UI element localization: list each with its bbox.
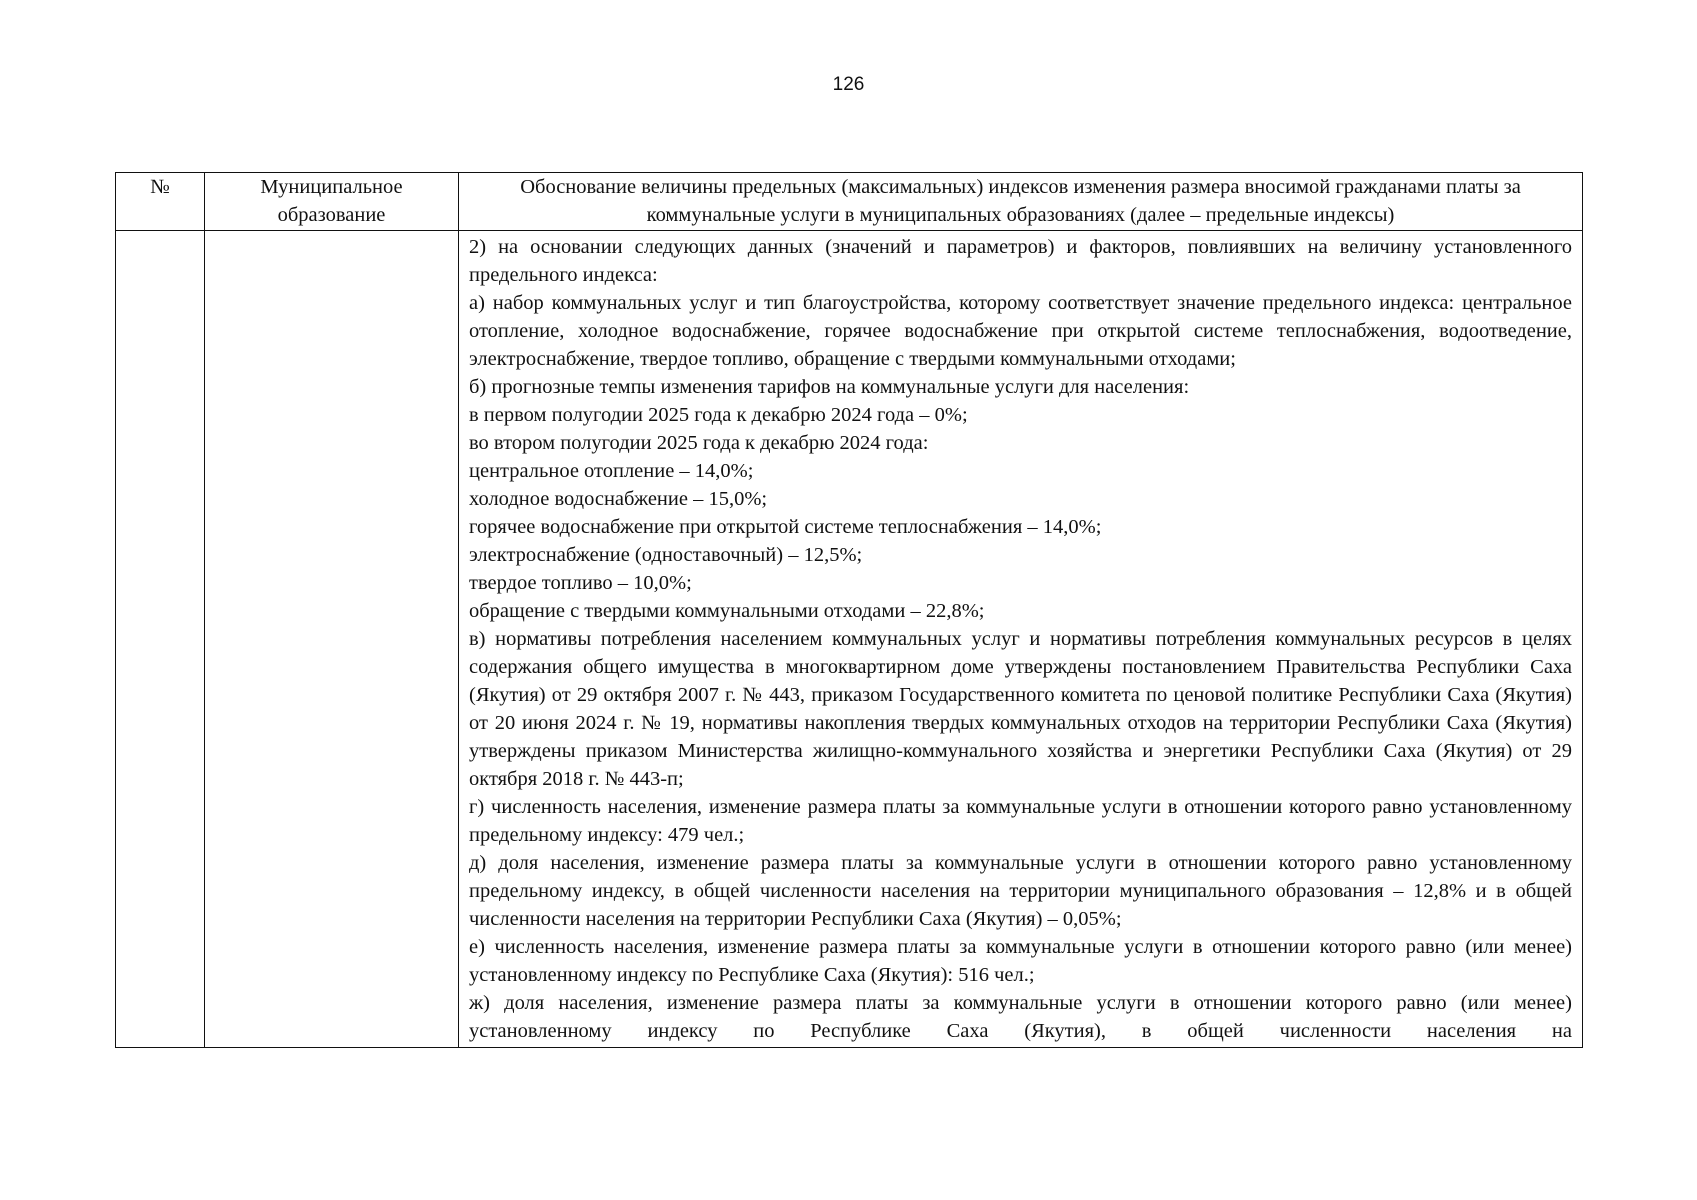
paragraph-second-half: во втором полугодии 2025 года к декабрю 2024 года: xyxy=(469,432,929,454)
paragraph-solid-fuel: твердое топливо – 10,0%; xyxy=(469,572,692,594)
paragraph-electricity: электроснабжение (одноставочный) – 12,5%; xyxy=(469,544,863,566)
paragraph-cold-water: холодное водоснабжение – 15,0%; xyxy=(469,488,768,510)
paragraph-hot-water: горячее водоснабжение при открытой системе теплоснабжения – 14,0%; xyxy=(469,516,1102,538)
paragraph-basis: 2) на основании следующих данных (значений и параметров) и факторов, повлиявших на величину установленного предельного индекса: xyxy=(469,236,1572,286)
paragraph-heating: центральное отопление – 14,0%; xyxy=(469,460,754,482)
paragraph-b-tariff-rates: б) прогнозные темпы изменения тарифов на коммунальные услуги для населения: xyxy=(469,376,1190,398)
paragraph-a-services-set: а) набор коммунальных услуг и тип благоустройства, которому соответствует значение предельного индекса: центральное отопление, холодное водоснабжение, горячее водоснабжение при открытой системе теплоснабжения, водоотведение, электроснабжение, твердое топливо, обращение с твердыми коммунальными отходами; xyxy=(469,292,1572,370)
header-justification: Обоснование величины предельных (максимальных) индексов изменения размера вносимой гражданами платы за коммунальные услуги в муниципальных образованиях (далее – предельные индексы) xyxy=(459,173,1583,231)
paragraph-d-population: г) численность населения, изменение размера платы за коммунальные услуги в отношении которого равно установленному предельному индексу: 479 чел.; xyxy=(469,796,1572,846)
table-header-row xyxy=(116,173,1583,231)
header-number: № xyxy=(116,173,205,231)
paragraph-e-population-share: д) доля населения, изменение размера платы за коммунальные услуги в отношении которого равно установленному предельному индексу, в общей численности населения на территории муниципального образования – 12,8% и в общей численности населения на территории Республики Саха (Якутия) – 0,05%; xyxy=(469,852,1572,930)
paragraph-g-population-share-index: ж) доля населения, изменение размера платы за коммунальные услуги в отношении которого равно (или менее) установленному индексу по Республике Саха (Якутия), в общей численности населения на xyxy=(469,992,1572,1042)
paragraph-first-half: в первом полугодии 2025 года к декабрю 2024 года – 0%; xyxy=(469,404,968,426)
justification-table xyxy=(115,172,1583,1048)
paragraph-waste: обращение с твердыми коммунальными отходами – 22,8%; xyxy=(469,600,985,622)
table-row xyxy=(116,231,1583,1048)
cell-justification xyxy=(459,231,1583,1048)
cell-municipality xyxy=(205,231,459,1048)
cell-number xyxy=(116,231,205,1048)
header-municipality: Муниципальное образование xyxy=(205,173,459,231)
page-number: 126 xyxy=(832,74,865,95)
paragraph-c-norms: в) нормативы потребления населением коммунальных услуг и нормативы потребления коммунальных ресурсов в целях содержания общего имущества в многоквартирном доме утверждены постановлением Правительства Республики Саха (Якутия) от 29 октября 2007 г. № 443, приказом Государственного комитета по ценовой политике Республики Саха (Якутия) от 20 июня 2024 г. № 19, нормативы накопления твердых коммунальных отходов на территории Республики Саха (Якутия) утверждены приказом Министерства жилищно-коммунального хозяйства и энергетики Республики Саха (Якутия) от 29 октября 2018 г. № 443-п; xyxy=(469,628,1572,790)
paragraph-f-population-index: е) численность населения, изменение размера платы за коммунальные услуги в отношении которого равно (или менее) установленному индексу по Республике Саха (Якутия): 516 чел.; xyxy=(469,936,1572,986)
